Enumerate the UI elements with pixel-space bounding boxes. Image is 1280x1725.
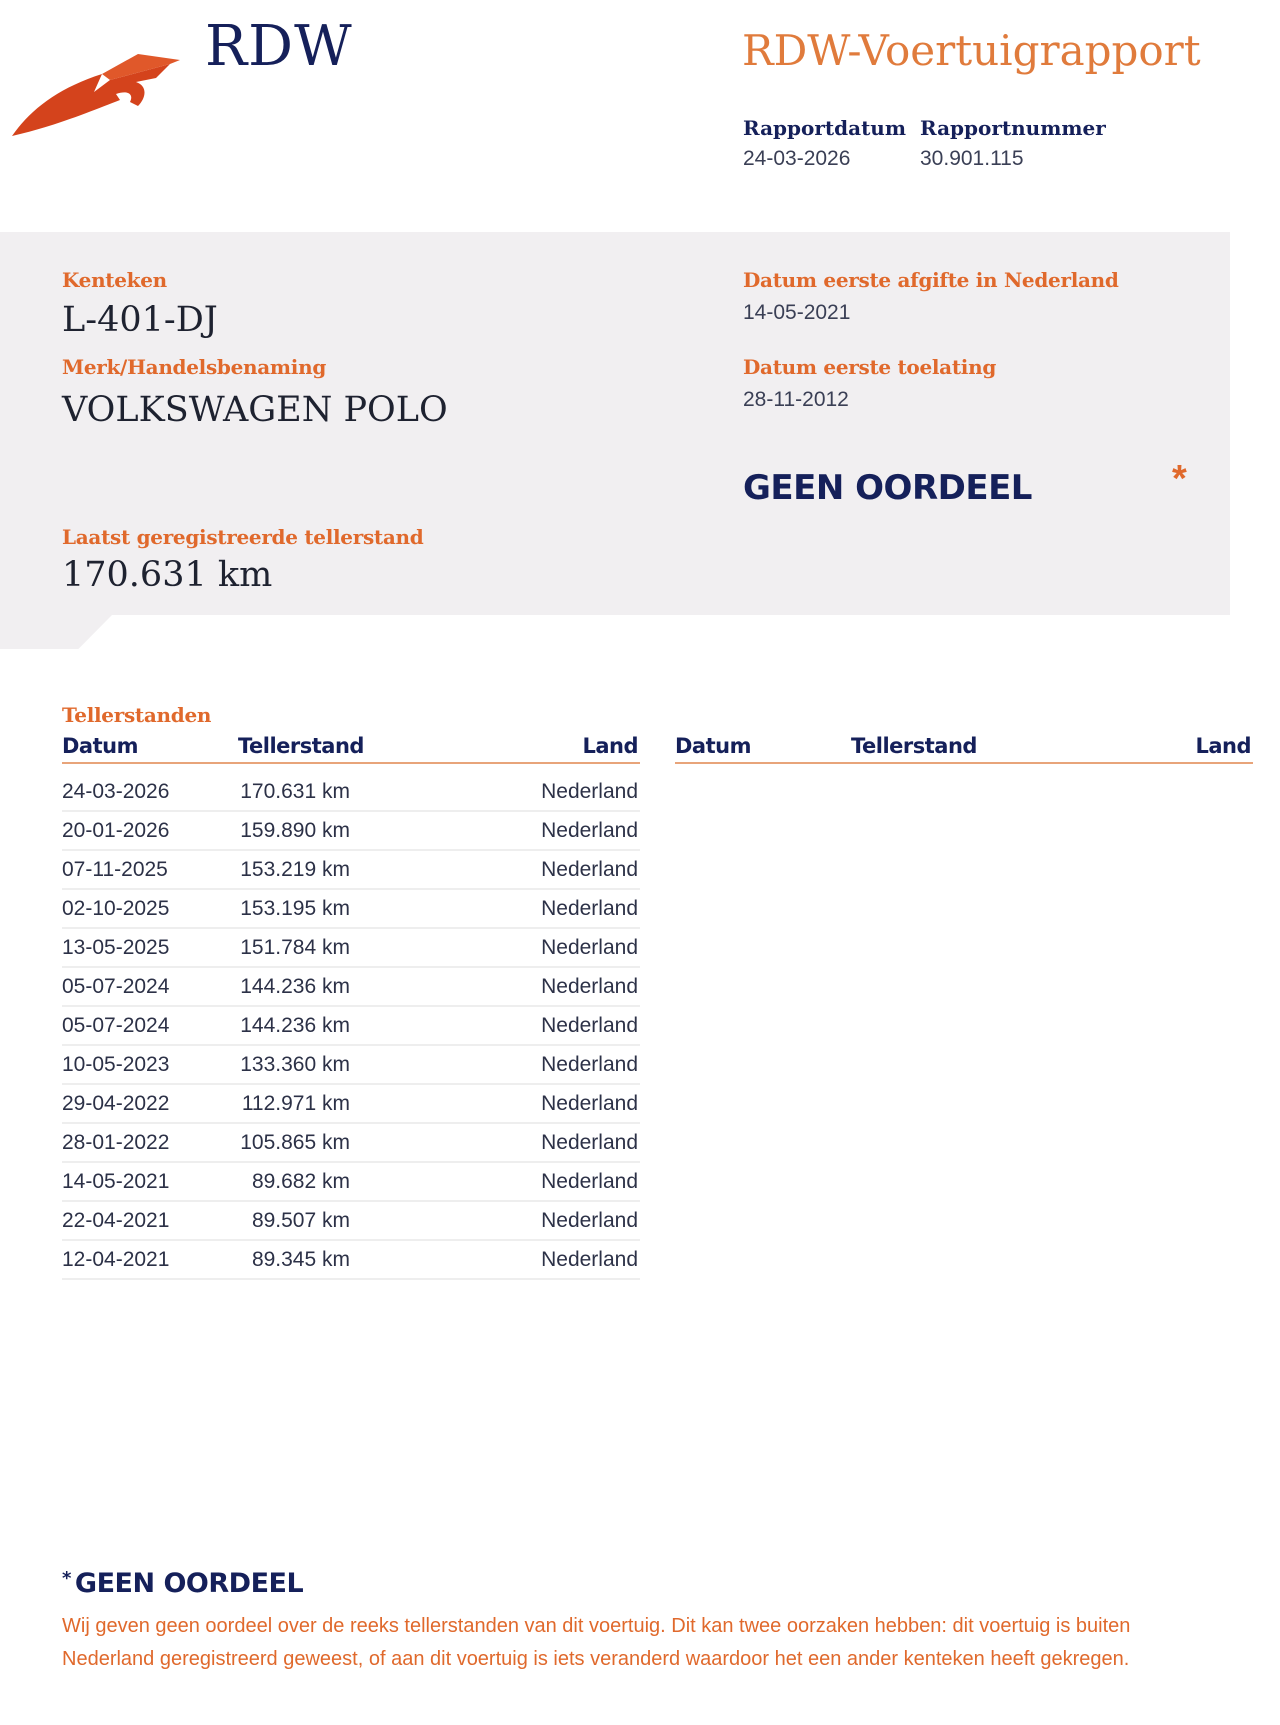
- col-country-header: Land: [1195, 734, 1251, 758]
- col-km-header: Tellerstand: [238, 734, 364, 758]
- col-km-header: Tellerstand: [851, 734, 977, 758]
- table-row: [62, 1201, 640, 1241]
- table-header-left: [62, 732, 640, 764]
- col-date-header: Datum: [62, 734, 138, 758]
- row-km: 89.345 km: [251, 1248, 350, 1271]
- row-country: Nederland: [541, 1092, 638, 1115]
- table-row: [62, 967, 640, 1007]
- row-date: 24-03-2026: [62, 780, 170, 803]
- row-km: 144.236 km: [240, 975, 350, 998]
- plate-value: L-401-DJ: [62, 300, 218, 340]
- row-country: Nederland: [541, 975, 638, 998]
- table-row: [62, 772, 640, 812]
- row-km: 105.865 km: [240, 1131, 350, 1154]
- footnote-title: [62, 1568, 303, 1599]
- row-country: Nederland: [541, 936, 638, 959]
- row-country: Nederland: [541, 1248, 638, 1271]
- row-km: 170.631 km: [240, 780, 350, 803]
- row-km: 159.890 km: [240, 819, 350, 842]
- row-country: Nederland: [541, 858, 638, 881]
- odometer-section-label: Tellerstanden: [62, 703, 212, 727]
- row-date: 20-01-2026: [62, 819, 170, 842]
- panel-tail-decoration: [0, 615, 112, 649]
- report-number: 30.901.115: [920, 147, 1024, 170]
- row-country: Nederland: [541, 897, 638, 920]
- row-km: 112.971 km: [241, 1092, 350, 1115]
- row-country: Nederland: [541, 1014, 638, 1037]
- row-country: Nederland: [541, 1170, 638, 1193]
- row-date: 02-10-2025: [62, 897, 170, 920]
- row-country: Nederland: [541, 1131, 638, 1154]
- make-value: VOLKSWAGEN POLO: [62, 390, 448, 430]
- row-date: 13-05-2025: [62, 936, 170, 959]
- row-km: 153.219 km: [240, 858, 350, 881]
- table-row: [62, 1006, 640, 1046]
- odometer-label: Laatst geregistreerde tellerstand: [62, 525, 424, 549]
- report-number-label: Rapportnummer: [920, 116, 1106, 140]
- footnote-marker: *: [62, 1568, 71, 1589]
- first-issue-nl-label: Datum eerste afgifte in Nederland: [743, 268, 1119, 292]
- table-row: [62, 1084, 640, 1124]
- col-country-header: Land: [582, 734, 638, 758]
- report-date: 24-03-2026: [743, 147, 851, 170]
- table-row: [62, 928, 640, 968]
- rdw-logo-icon: [10, 48, 180, 140]
- row-km: 89.682 km: [251, 1170, 350, 1193]
- verdict-asterisk: *: [1172, 458, 1187, 500]
- first-issue-nl-value: 14-05-2021: [743, 301, 851, 324]
- row-country: Nederland: [541, 1209, 638, 1232]
- report-date-label: Rapportdatum: [743, 116, 907, 140]
- row-km: 153.195 km: [240, 897, 350, 920]
- first-admission-value: 28-11-2012: [743, 388, 849, 411]
- table-row: [62, 1123, 640, 1163]
- row-km: 144.236 km: [240, 1014, 350, 1037]
- row-date: 05-07-2024: [62, 1014, 170, 1037]
- table-row: [62, 1240, 640, 1280]
- table-row: [62, 889, 640, 929]
- make-label: Merk/Handelsbenaming: [62, 355, 327, 379]
- row-country: Nederland: [541, 780, 638, 803]
- footnote-title-text: GEEN OORDEEL: [74, 1568, 304, 1599]
- footnote-text: Wij geven geen oordeel over de reeks tellerstanden van dit voertuig. Dit kan twee oorzaken hebben: dit voertuig is buiten Nederland geregistreerd geweest, of aan dit voertuig is iets veranderd waardoor het een ander kenteken heeft gekregen.: [62, 1615, 1131, 1670]
- row-date: 28-01-2022: [62, 1131, 170, 1154]
- table-row: [62, 850, 640, 890]
- table-header-right: [675, 732, 1253, 764]
- row-country: Nederland: [541, 1053, 638, 1076]
- verdict-text: GEEN OORDEEL: [743, 468, 1032, 508]
- table-row: [62, 811, 640, 851]
- row-date: 12-04-2021: [62, 1248, 170, 1271]
- odometer-value: 170.631 km: [62, 555, 273, 595]
- row-date: 05-07-2024: [62, 975, 170, 998]
- col-date-header: Datum: [675, 734, 751, 758]
- row-date: 29-04-2022: [62, 1092, 170, 1115]
- brand-name: RDW: [205, 14, 353, 79]
- table-row: [62, 1045, 640, 1085]
- first-admission-label: Datum eerste toelating: [743, 355, 996, 379]
- report-title: RDW-Voertuigrapport: [742, 26, 1201, 75]
- row-date: 14-05-2021: [62, 1170, 170, 1193]
- row-km: 151.784 km: [240, 936, 350, 959]
- row-date: 10-05-2023: [62, 1053, 170, 1076]
- row-date: 07-11-2025: [62, 858, 168, 881]
- row-country: Nederland: [541, 819, 638, 842]
- plate-label: Kenteken: [62, 268, 167, 292]
- row-date: 22-04-2021: [62, 1209, 170, 1232]
- table-row: [62, 1162, 640, 1202]
- row-km: 133.360 km: [240, 1053, 350, 1076]
- row-km: 89.507 km: [251, 1209, 350, 1232]
